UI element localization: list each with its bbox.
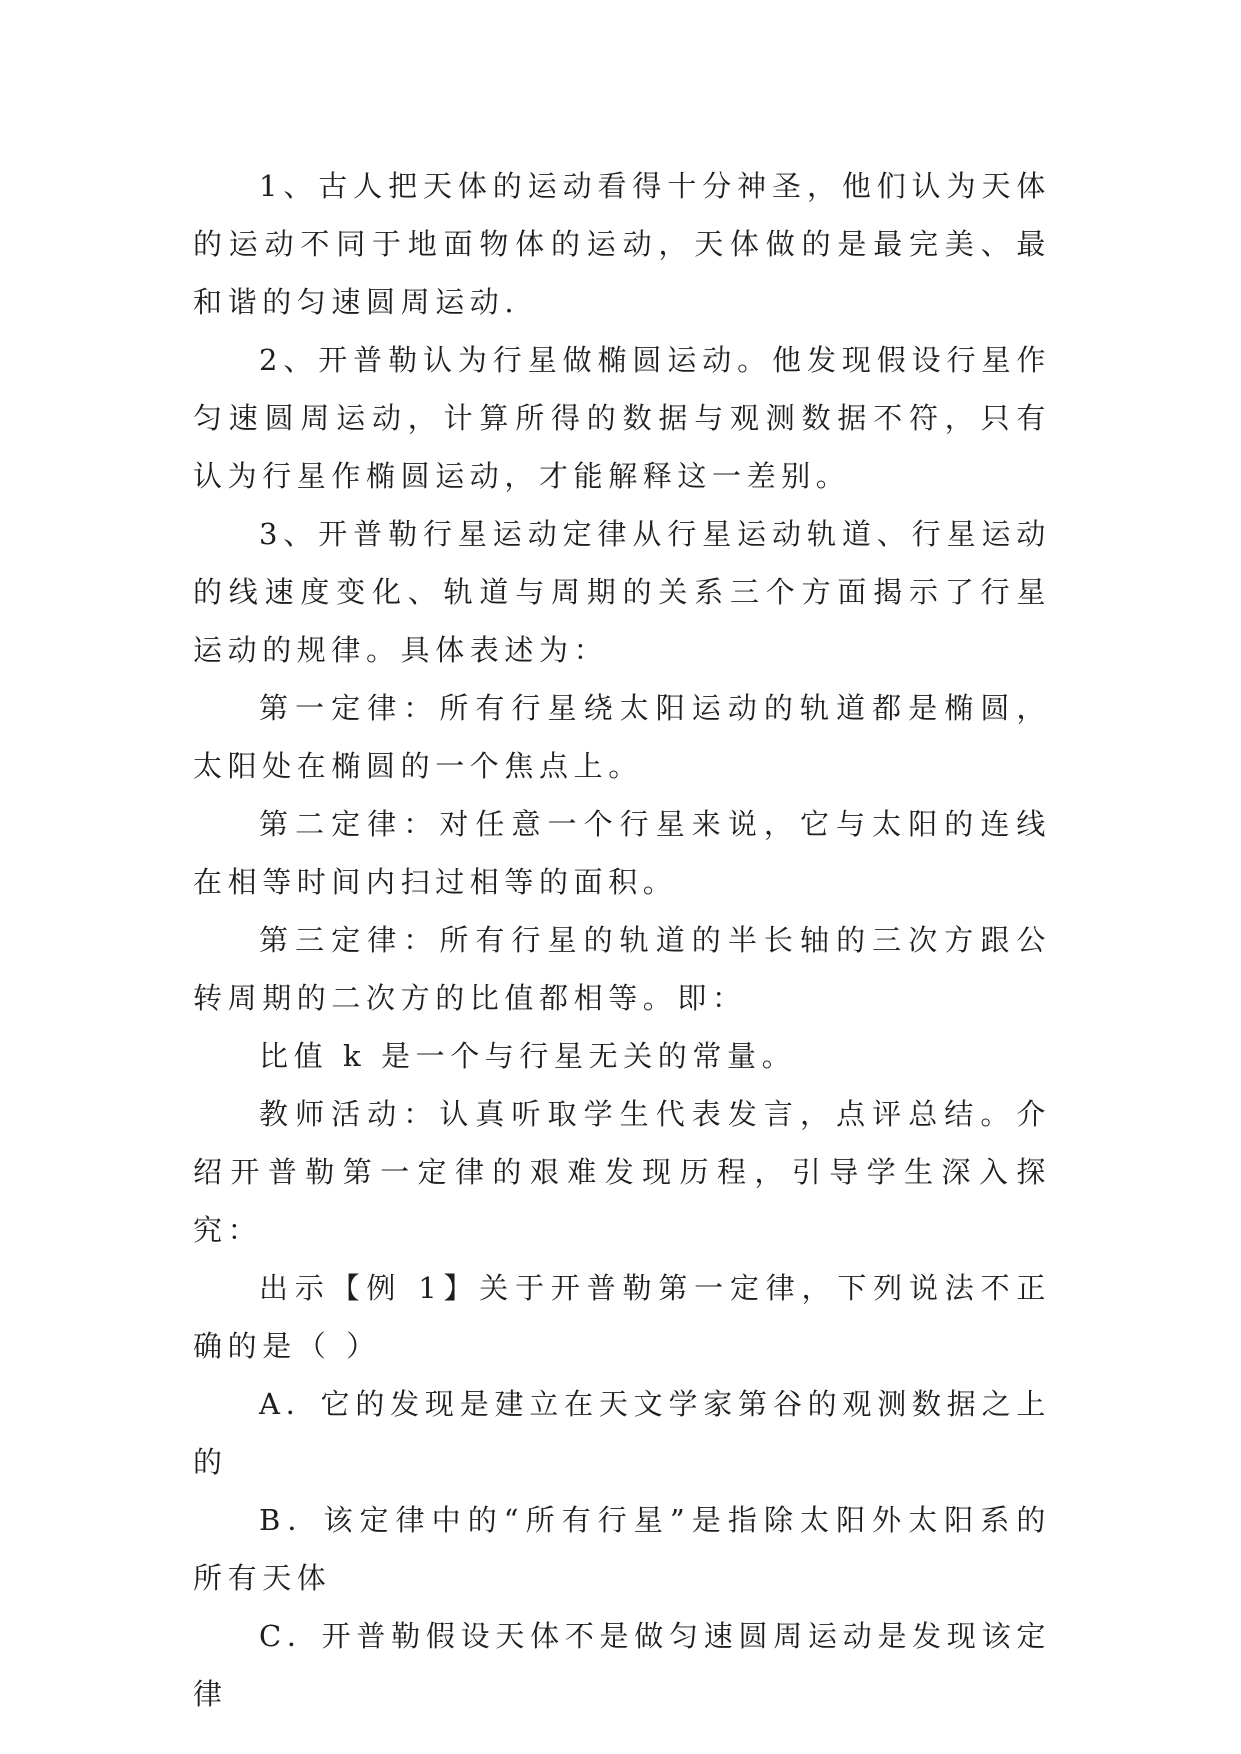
paragraph-teacher-activity: 教师活动：认真听取学生代表发言，点评总结。介绍开普勒第一定律的艰难发现历程，引导学生深入探究： (193, 1097, 1051, 1247)
document-body (193, 157, 1051, 1723)
paragraph-first-law: 第一定律：所有行星绕太阳运动的轨道都是椭圆，太阳处在椭圆的一个焦点上。 (193, 691, 1051, 783)
paragraph-second-law: 第二定律：对任意一个行星来说，它与太阳的连线在相等时间内扫过相等的面积。 (193, 807, 1051, 899)
paragraph-example-1: 出示【例 1】关于开普勒第一定律，下列说法不正确的是（ ） (193, 1271, 1051, 1363)
option-a: A．它的发现是建立在天文学家第谷的观测数据之上的 (193, 1387, 1051, 1479)
paragraph-ancient-view: 1、古人把天体的运动看得十分神圣，他们认为天体的运动不同于地面物体的运动，天体做的是最完美、最和谐的匀速圆周运动. (193, 169, 1051, 319)
paragraph-third-law: 第三定律：所有行星的轨道的半长轴的三次方跟公转周期的二次方的比值都相等。即： (193, 923, 1051, 1015)
option-c: C．开普勒假设天体不是做匀速圆周运动是发现该定律 (193, 1619, 1051, 1711)
paragraph-constant-k: 比值 k 是一个与行星无关的常量。 (259, 1039, 797, 1073)
option-b: B．该定律中的“所有行星”是指除太阳外太阳系的所有天体 (193, 1503, 1051, 1595)
paragraph-kepler-ellipse: 2、开普勒认为行星做椭圆运动。他发现假设行星作匀速圆周运动，计算所得的数据与观测数据不符，只有认为行星作椭圆运动，才能解释这一差别。 (193, 343, 1051, 493)
paragraph-kepler-laws-intro: 3、开普勒行星运动定律从行星运动轨道、行星运动的线速度变化、轨道与周期的关系三个方面揭示了行星运动的规律。具体表述为： (193, 517, 1051, 667)
